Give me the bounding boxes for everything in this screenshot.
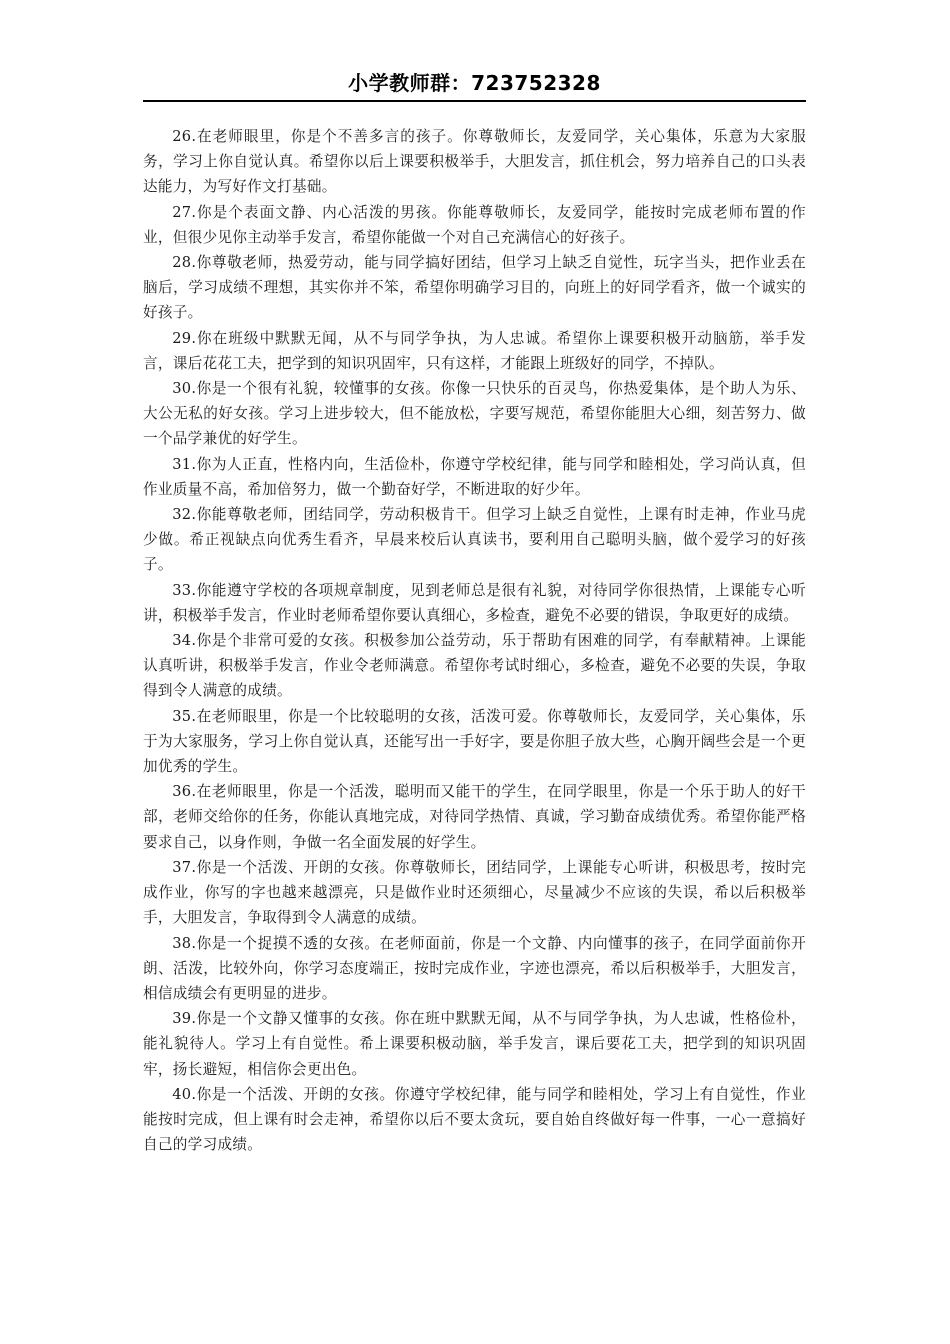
comment-paragraph-34: 34.你是个非常可爱的女孩。积极参加公益劳动，乐于帮助有困难的同学，有奉献精神。上课能认真听讲，积极举手发言，作业令老师满意。希望你考试时细心，多检查，避免不必要的失误，争取得到令人满意的成绩。 [143,632,806,700]
comment-paragraph-31: 31.你为人正直，性格内向，生活俭朴，你遵守学校纪律，能与同学和睦相处，学习尚认真，但作业质量不高，希加倍努力，做一个勤奋好学，不断进取的好少年。 [143,455,806,498]
comment-paragraph-33: 33.你能遵守学校的各项规章制度，见到老师总是很有礼貌，对待同学你很热情，上课能专心听讲，积极举手发言，作业时老师希望你要认真细心，多检查，避免不必要的错误，争取更好的成绩。 [143,581,806,624]
comment-paragraph-38: 38.你是一个捉摸不透的女孩。在老师面前，你是一个文静、内向懂事的孩子，在同学面前你开朗、活泼，比较外向，你学习态度端正，按时完成作业，字迹也漂亮，希以后积极举手，大胆发言，相信成绩会有更明显的进步。 [143,934,806,1002]
comments-body [143,124,806,1157]
comment-paragraph-26: 26.在老师眼里，你是个不善多言的孩子。你尊敬师长，友爱同学，关心集体，乐意为大家服务，学习上你自觉认真。希望你以后上课要积极举手，大胆发言，抓住机会，努力培养自己的口头表达能力，为写好作文打基础。 [143,128,806,196]
comment-paragraph-37: 37.你是一个活泼、开朗的女孩。你尊敬师长，团结同学，上课能专心听讲，积极思考，按时完成作业，你写的字也越来越漂亮，只是做作业时还须细心，尽量减少不应该的失误，希以后积极举手，大胆发言，争取得到令人满意的成绩。 [143,858,806,927]
comment-paragraph-40: 40.你是一个活泼、开朗的女孩。你遵守学校纪律，能与同学和睦相处，学习上有自觉性，作业能按时完成，但上课有时会走神，希望你以后不要太贪玩，要自始自终做好每一件事，一心一意搞好自己的学习成绩。 [143,1085,806,1154]
comment-paragraph-36: 36.在老师眼里，你是一个活泼，聪明而又能干的学生，在同学眼里，你是一个乐于助人的好干部，老师交给你的任务，你能认真地完成，对待同学热情、真诚，学习勤奋成绩优秀。希望你能严格要求自己，以身作则，争做一名全面发展的好学生。 [143,783,806,851]
page-title: 小学教师群：723752328 [348,71,601,95]
comment-paragraph-29: 29.你在班级中默默无闻，从不与同学争执，为人忠诚。希望你上课要积极开动脑筋，举手发言，课后花花工夫，把学到的知识巩固牢，只有这样，才能跟上班级好的同学，不掉队。 [143,329,806,372]
comment-paragraph-28: 28.你尊敬老师，热爱劳动，能与同学搞好团结，但学习上缺乏自觉性，玩字当头，把作业丢在脑后，学习成绩不理想，其实你并不笨，希望你明确学习目的，向班上的好同学看齐，做一个诚实的好孩子。 [143,254,806,322]
comment-paragraph-30: 30.你是一个很有礼貌，较懂事的女孩。你像一只快乐的百灵鸟，你热爱集体，是个助人为乐、大公无私的好女孩。学习上进步较大，但不能放松，字要写规范，希望你能胆大心细，刻苦努力、做一个品学兼优的好学生。 [143,380,806,448]
comment-paragraph-27: 27.你是个表面文静、内心活泼的男孩。你能尊敬师长，友爱同学，能按时完成老师布置的作业，但很少见你主动举手发言，希望你能做一个对自己充满信心的好孩子。 [143,203,806,246]
comment-paragraph-35: 35.在老师眼里，你是一个比较聪明的女孩，活泼可爱。你尊敬师长，友爱同学，关心集体，乐于为大家服务，学习上你自觉认真，还能写出一手好字，要是你胆子放大些，心胸开阔些会是一个更加优秀的学生。 [143,707,806,776]
page-header [143,68,806,102]
comment-paragraph-39: 39.你是一个文静又懂事的女孩。你在班中默默无闻，从不与同学争执，为人忠诚，性格俭朴，能礼貌待人。学习上有自觉性。希上课要积极动脑，举手发言，课后要花工夫，把学到的知识巩固牢，扬长避短，相信你会更出色。 [143,1010,806,1078]
comment-paragraph-32: 32.你能尊敬老师，团结同学，劳动积极肯干。但学习上缺乏自觉性，上课有时走神，作业马虎少做。希正视缺点向优秀生看齐，早晨来校后认真读书，要利用自己聪明头脑，做个爱学习的好孩子。 [143,506,806,574]
